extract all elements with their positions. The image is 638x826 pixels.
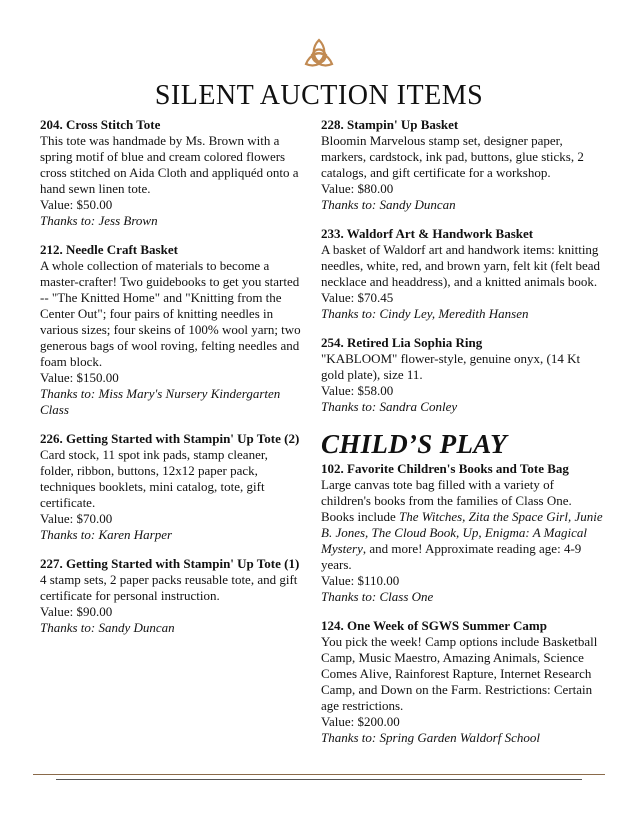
footer-rule-inner xyxy=(56,779,582,780)
auction-item xyxy=(321,618,606,746)
item-description xyxy=(321,133,606,181)
footer-rule xyxy=(33,774,605,775)
item-description-text: , and more! Approximate reading age: 4-9 years. xyxy=(321,541,582,572)
item-description-text: A whole collection of materials to become a master-crafter! Two guidebooks to get you started -- "The Knitted Home" and "Knitting from the Center Out"; four pairs of knitting needles in various sizes; four skeins of 100% wool yarn; two generous bags of wool roving, felting needles and foam block. xyxy=(40,258,301,369)
item-value: Value: $58.00 xyxy=(321,383,394,398)
right-column xyxy=(321,117,606,759)
item-title: 228. Stampin' Up Basket xyxy=(321,117,459,132)
item-description-text: Bloomin Marvelous stamp set, designer paper, markers, cardstock, ink pad, buttons, glue sticks, 2 catalogs, and gift certificate for a workshop. xyxy=(321,133,584,180)
page-title: SILENT AUCTION ITEMS xyxy=(154,80,484,111)
item-value: Value: $80.00 xyxy=(321,181,394,196)
item-value: Value: $90.00 xyxy=(40,604,113,619)
item-value: Value: $200.00 xyxy=(321,714,400,729)
item-description xyxy=(321,351,606,383)
auction-item xyxy=(321,335,606,415)
auction-item xyxy=(40,117,302,229)
item-description-text: This tote was handmade by Ms. Brown with a spring motif of blue and cream colored flowers cross stitched on Aida Cloth and appliquéd onto a hand sewn linen tote. xyxy=(40,133,299,196)
auction-item xyxy=(321,117,606,213)
item-thanks: Thanks to: Jess Brown xyxy=(40,213,158,228)
item-value: Value: $150.00 xyxy=(40,370,119,385)
auction-item xyxy=(40,431,302,543)
item-description-text: Card stock, 11 spot ink pads, stamp cleaner, folder, ribbon, buttons, 12x12 paper pack, techniques booklets, mini catalog, tote, gift certificate. xyxy=(40,447,268,510)
item-title: 233. Waldorf Art & Handwork Basket xyxy=(321,226,534,241)
item-title: 227. Getting Started with Stampin' Up Tote (1) xyxy=(40,556,300,571)
item-thanks: Thanks to: Cindy Ley, Meredith Hansen xyxy=(321,306,529,321)
item-description xyxy=(40,572,302,604)
item-thanks: Thanks to: Miss Mary's Nursery Kindergarten Class xyxy=(40,386,281,417)
item-thanks: Thanks to: Sandra Conley xyxy=(321,399,458,414)
auction-item xyxy=(321,226,606,322)
triquetra-knot-icon xyxy=(302,37,336,71)
item-description-text: Large canvas tote bag filled with a variety of children's books from the families of Class One. Books include xyxy=(321,477,572,524)
item-thanks: Thanks to: Sandy Duncan xyxy=(40,620,175,635)
item-description xyxy=(40,258,302,370)
item-description-text: A basket of Waldorf art and handwork items: knitting needles, white, red, and brown yarn, felt kit (felt bead necklace and headdress), and a knitted animals book. xyxy=(321,242,601,289)
item-title: 254. Retired Lia Sophia Ring xyxy=(321,335,483,350)
item-description-text: "KABLOOM" flower-style, genuine onyx, (14 Kt gold plate), size 11. xyxy=(321,351,581,382)
item-description-text: 4 stamp sets, 2 paper packs reusable tote, and gift certificate for personal instruction. xyxy=(40,572,298,603)
item-title: 102. Favorite Children's Books and Tote Bag xyxy=(321,461,569,476)
item-thanks: Thanks to: Karen Harper xyxy=(40,527,173,542)
auction-item xyxy=(40,242,302,418)
item-title: 212. Needle Craft Basket xyxy=(40,242,178,257)
auction-item xyxy=(40,556,302,636)
item-thanks: Thanks to: Spring Garden Waldorf School xyxy=(321,730,540,745)
item-description xyxy=(40,447,302,511)
item-description xyxy=(321,477,606,573)
item-thanks: Thanks to: Sandy Duncan xyxy=(321,197,456,212)
left-column xyxy=(40,117,302,649)
section-heading-childs-play: CHILD’S PLAY xyxy=(321,429,507,459)
item-thanks: Thanks to: Class One xyxy=(321,589,434,604)
item-title: 204. Cross Stitch Tote xyxy=(40,117,161,132)
item-description-text: You pick the week! Camp options include Basketball Camp, Music Maestro, Amazing Animals, Science Comes Alive, Rainforest Rapture, Internet Research Camp, and Down on the Farm. Restrictions: Certain age restrictions. xyxy=(321,634,598,713)
item-value: Value: $110.00 xyxy=(321,573,400,588)
item-description xyxy=(321,242,606,290)
item-description-italic: The Witches, Zita the Space Girl, Junie B. Jones, The Cloud Book, Up, Enigma: A Magical Mystery xyxy=(321,509,603,556)
item-title: 124. One Week of SGWS Summer Camp xyxy=(321,618,547,633)
item-value: Value: $70.45 xyxy=(321,290,394,305)
item-value: Value: $50.00 xyxy=(40,197,113,212)
auction-item xyxy=(321,461,606,605)
item-description xyxy=(321,634,606,714)
item-title: 226. Getting Started with Stampin' Up Tote (2) xyxy=(40,431,300,446)
item-value: Value: $70.00 xyxy=(40,511,113,526)
item-description xyxy=(40,133,302,197)
